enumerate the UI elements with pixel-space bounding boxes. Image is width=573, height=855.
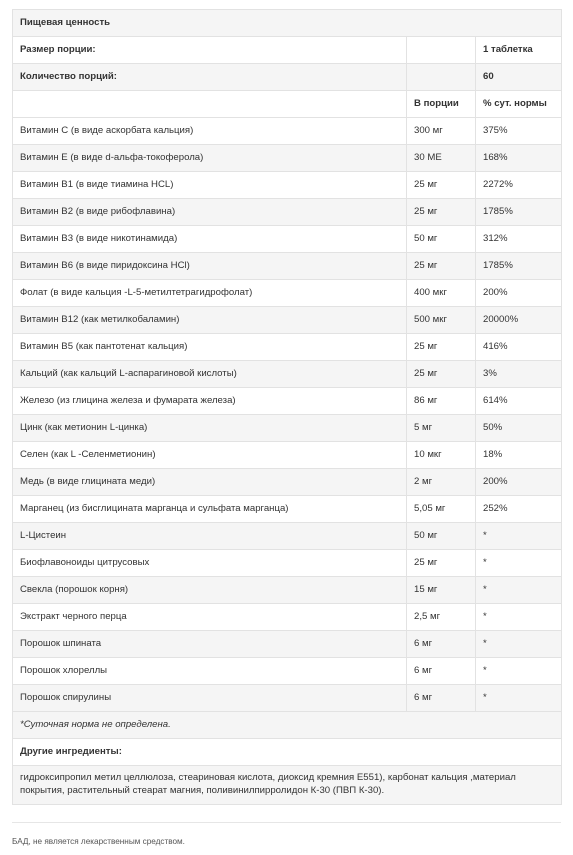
nutrient-amount: 15 мг <box>407 577 476 604</box>
other-ingredients-label: Другие ингредиенты: <box>13 739 562 766</box>
nutrient-name: Порошок спирулины <box>13 685 407 712</box>
nutrient-row <box>13 577 562 604</box>
nutrient-name: Витамин С (в виде аскорбата кальция) <box>13 118 407 145</box>
nutrient-amount: 25 мг <box>407 199 476 226</box>
nutrient-row <box>13 442 562 469</box>
nutrient-row <box>13 496 562 523</box>
nutrient-daily-value: 312% <box>476 226 562 253</box>
nutrient-amount: 10 мкг <box>407 442 476 469</box>
nutrient-daily-value: 18% <box>476 442 562 469</box>
nutrient-row <box>13 469 562 496</box>
nutrient-row <box>13 388 562 415</box>
nutrient-row <box>13 307 562 334</box>
nutrient-name: Свекла (порошок корня) <box>13 577 407 604</box>
nutrient-daily-value: * <box>476 631 562 658</box>
nutrient-daily-value: 20000% <box>476 307 562 334</box>
nutrient-name: Витамин В12 (как метилкобаламин) <box>13 307 407 334</box>
nutrient-daily-value: 252% <box>476 496 562 523</box>
nutrient-amount: 25 мг <box>407 172 476 199</box>
nutrient-daily-value: 614% <box>476 388 562 415</box>
nutrient-amount: 86 мг <box>407 388 476 415</box>
serving-size-empty <box>407 37 476 64</box>
nutrient-amount: 25 мг <box>407 334 476 361</box>
nutrient-row <box>13 361 562 388</box>
nutrient-row <box>13 604 562 631</box>
other-ingredients-text-row <box>13 766 562 805</box>
nutrient-name: Витамин В1 (в виде тиамина HCL) <box>13 172 407 199</box>
nutrient-row <box>13 631 562 658</box>
nutrient-row <box>13 280 562 307</box>
nutrient-daily-value: 375% <box>476 118 562 145</box>
nutrient-amount: 5,05 мг <box>407 496 476 523</box>
nutrient-amount: 50 мг <box>407 523 476 550</box>
nutrient-name: Биофлавоноиды цитрусовых <box>13 550 407 577</box>
nutrient-row <box>13 199 562 226</box>
column-header-daily-value: % сут. нормы <box>476 91 562 118</box>
nutrient-amount: 500 мкг <box>407 307 476 334</box>
nutrition-table <box>12 9 562 805</box>
nutrient-name: Цинк (как метионин L-цинка) <box>13 415 407 442</box>
nutrient-daily-value: 50% <box>476 415 562 442</box>
nutrient-row <box>13 550 562 577</box>
nutrient-row <box>13 253 562 280</box>
servings-count-empty <box>407 64 476 91</box>
nutrient-daily-value: 200% <box>476 280 562 307</box>
table-title-row <box>13 10 562 37</box>
nutrient-name: Порошок хлореллы <box>13 658 407 685</box>
divider <box>12 822 561 823</box>
nutrient-daily-value: * <box>476 685 562 712</box>
nutrient-name: Экстракт черного перца <box>13 604 407 631</box>
nutrient-amount: 5 мг <box>407 415 476 442</box>
table-title: Пищевая ценность <box>13 10 562 37</box>
nutrient-name: Витамин В3 (в виде никотинамида) <box>13 226 407 253</box>
nutrient-daily-value: 1785% <box>476 253 562 280</box>
other-ingredients-text: гидроксипропил метил целлюлоза, стеариновая кислота, диоксид кремния E551), карбонат кальция ,материал покрытия, растительный стеарат магния, поливинилпирролидон К-30 (ПВП К-30). <box>13 766 562 805</box>
column-header-row <box>13 91 562 118</box>
nutrient-name: Марганец (из бисглицината марганца и сульфата марганца) <box>13 496 407 523</box>
column-header-empty <box>13 91 407 118</box>
servings-count-row <box>13 64 562 91</box>
nutrient-row <box>13 145 562 172</box>
nutrient-row <box>13 226 562 253</box>
nutrient-amount: 50 мг <box>407 226 476 253</box>
nutrient-name: Селен (как L -Селенметионин) <box>13 442 407 469</box>
nutrient-daily-value: 3% <box>476 361 562 388</box>
nutrient-amount: 30 МЕ <box>407 145 476 172</box>
nutrient-amount: 300 мг <box>407 118 476 145</box>
serving-size-row <box>13 37 562 64</box>
nutrition-panel <box>12 9 561 805</box>
nutrient-amount: 400 мкг <box>407 280 476 307</box>
disclaimer-text: БАД, не является лекарственным средством. <box>12 837 185 846</box>
nutrient-daily-value: 2272% <box>476 172 562 199</box>
nutrient-daily-value: * <box>476 604 562 631</box>
nutrient-name: Витамин В2 (в виде рибофлавина) <box>13 199 407 226</box>
nutrient-amount: 6 мг <box>407 685 476 712</box>
servings-count-value: 60 <box>476 64 562 91</box>
nutrient-daily-value: * <box>476 658 562 685</box>
nutrient-row <box>13 172 562 199</box>
nutrient-name: Витамин В5 (как пантотенат кальция) <box>13 334 407 361</box>
nutrient-row <box>13 658 562 685</box>
nutrient-daily-value: * <box>476 577 562 604</box>
nutrient-row <box>13 523 562 550</box>
nutrient-amount: 25 мг <box>407 361 476 388</box>
nutrient-daily-value: 168% <box>476 145 562 172</box>
daily-value-note: *Суточная норма не определена. <box>13 712 562 739</box>
nutrient-daily-value: 416% <box>476 334 562 361</box>
column-header-per-serving: В порции <box>407 91 476 118</box>
serving-size-label: Размер порции: <box>13 37 407 64</box>
nutrient-amount: 6 мг <box>407 658 476 685</box>
nutrient-amount: 6 мг <box>407 631 476 658</box>
nutrient-row <box>13 415 562 442</box>
nutrient-name: Медь (в виде глицината меди) <box>13 469 407 496</box>
nutrient-daily-value: * <box>476 523 562 550</box>
nutrient-amount: 25 мг <box>407 253 476 280</box>
nutrient-name: Порошок шпината <box>13 631 407 658</box>
serving-size-value: 1 таблетка <box>476 37 562 64</box>
nutrient-name: Фолат (в виде кальция -L-5-метилтетрагидрофолат) <box>13 280 407 307</box>
servings-count-label: Количество порций: <box>13 64 407 91</box>
nutrient-name: Витамин Е (в виде d-альфа-токоферола) <box>13 145 407 172</box>
nutrient-daily-value: 200% <box>476 469 562 496</box>
nutrient-amount: 2,5 мг <box>407 604 476 631</box>
nutrient-amount: 25 мг <box>407 550 476 577</box>
nutrient-name: L-Цистеин <box>13 523 407 550</box>
nutrient-row <box>13 118 562 145</box>
nutrient-name: Кальций (как кальций L-аспарагиновой кислоты) <box>13 361 407 388</box>
other-ingredients-label-row <box>13 739 562 766</box>
note-row <box>13 712 562 739</box>
nutrient-amount: 2 мг <box>407 469 476 496</box>
nutrient-daily-value: * <box>476 550 562 577</box>
nutrient-name: Железо (из глицина железа и фумарата железа) <box>13 388 407 415</box>
nutrient-daily-value: 1785% <box>476 199 562 226</box>
nutrient-row <box>13 685 562 712</box>
nutrient-name: Витамин В6 (в виде пиридоксина HCl) <box>13 253 407 280</box>
nutrient-row <box>13 334 562 361</box>
